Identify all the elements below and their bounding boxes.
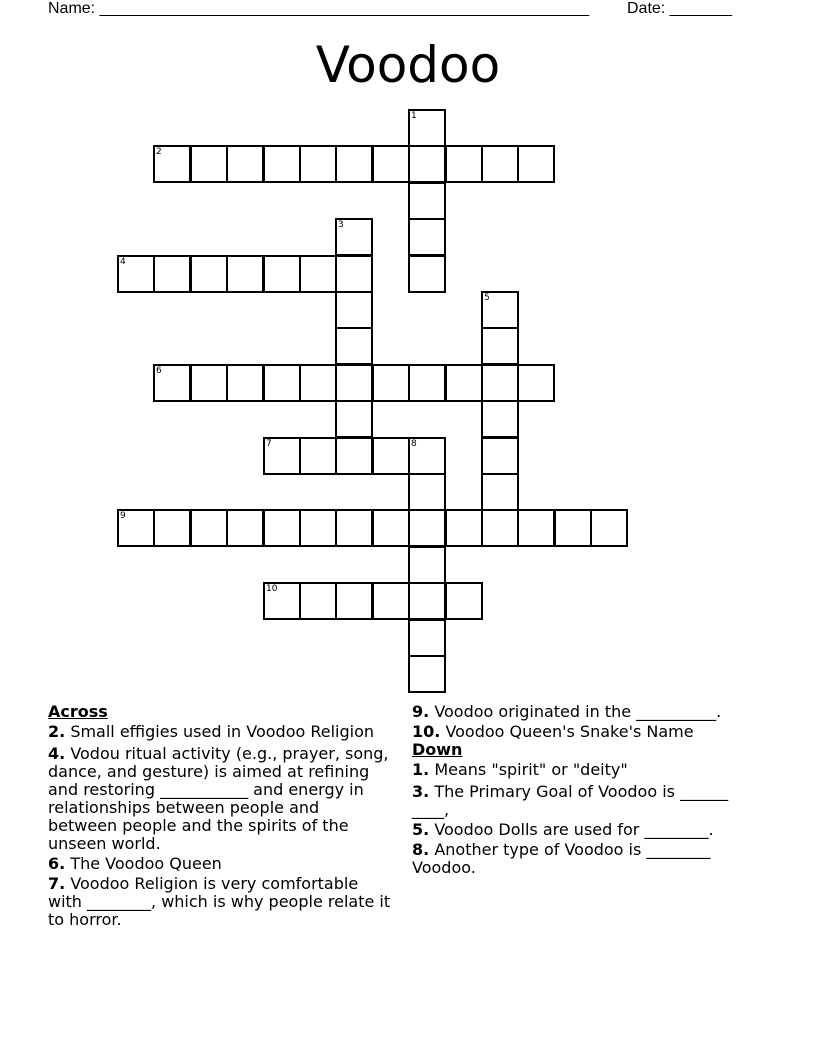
grid-cell[interactable] [445, 145, 483, 183]
clue-text: Voodoo Queen's Snake's Name [445, 722, 694, 741]
clue-number: 6. [48, 854, 66, 873]
clues-column-right [412, 703, 762, 877]
cell-number: 7 [266, 439, 272, 449]
grid-cell[interactable] [226, 145, 264, 183]
grid-cell[interactable] [517, 145, 555, 183]
grid-cell[interactable] [335, 255, 373, 293]
grid-cell[interactable] [335, 291, 373, 329]
grid-cell[interactable] [481, 509, 519, 547]
grid-cell[interactable] [481, 437, 519, 475]
grid-cell[interactable] [408, 437, 446, 475]
down-clue [412, 821, 762, 839]
grid-cell[interactable] [408, 364, 446, 402]
grid-cell[interactable] [408, 655, 446, 693]
across-clue [48, 723, 393, 741]
clues-column-left [48, 703, 393, 929]
across-clue [412, 723, 762, 741]
clue-number: 2. [48, 722, 66, 741]
clue-number: 5. [412, 820, 430, 839]
cell-number: 8 [411, 439, 417, 449]
grid-cell[interactable] [190, 364, 228, 402]
grid-cell[interactable] [408, 473, 446, 511]
grid-cell[interactable] [481, 327, 519, 365]
clue-number: 8. [412, 840, 430, 859]
down-clue [412, 841, 762, 877]
grid-cell[interactable] [226, 255, 264, 293]
grid-cell[interactable] [372, 364, 410, 402]
grid-cell[interactable] [481, 291, 519, 329]
grid-cell[interactable] [153, 255, 191, 293]
grid-cell[interactable] [299, 582, 337, 620]
grid-cell[interactable] [153, 509, 191, 547]
cell-number: 6 [156, 366, 162, 376]
clue-number: 7. [48, 874, 66, 893]
grid-cell[interactable] [408, 182, 446, 220]
grid-cell[interactable] [299, 145, 337, 183]
grid-cell[interactable] [335, 218, 373, 256]
across-clue [48, 855, 393, 873]
clue-text: Small effigies used in Voodoo Religion [70, 722, 375, 741]
grid-cell[interactable] [408, 218, 446, 256]
down-clue [412, 783, 762, 819]
grid-cell[interactable] [263, 364, 301, 402]
clue-number: 4. [48, 744, 66, 763]
grid-cell[interactable] [190, 255, 228, 293]
across-clue [48, 745, 393, 853]
puzzle-title: Voodoo [315, 36, 501, 94]
grid-cell[interactable] [445, 509, 483, 547]
grid-cell[interactable] [299, 364, 337, 402]
cell-number: 3 [338, 220, 344, 230]
grid-cell[interactable] [153, 364, 191, 402]
grid-cell[interactable] [481, 145, 519, 183]
clue-number: 10. [412, 722, 441, 741]
grid-cell[interactable] [263, 145, 301, 183]
grid-cell[interactable] [372, 582, 410, 620]
cell-number: 5 [484, 293, 490, 303]
grid-cell[interactable] [190, 145, 228, 183]
clue-text: Another type of Voodoo is ________ Voodoo. [412, 840, 711, 877]
clue-number: 1. [412, 760, 430, 779]
grid-cell[interactable] [408, 145, 446, 183]
grid-cell[interactable] [408, 546, 446, 584]
grid-cell[interactable] [117, 509, 155, 547]
cell-number: 4 [120, 257, 126, 267]
grid-cell[interactable] [226, 509, 264, 547]
grid-cell[interactable] [372, 509, 410, 547]
grid-cell[interactable] [408, 582, 446, 620]
grid-cell[interactable] [263, 582, 301, 620]
clue-text: The Primary Goal of Voodoo is ______ ____, [412, 782, 729, 819]
cell-number: 10 [266, 584, 278, 594]
grid-cell[interactable] [335, 437, 373, 475]
grid-cell[interactable] [335, 145, 373, 183]
grid-cell[interactable] [263, 255, 301, 293]
grid-cell[interactable] [263, 509, 301, 547]
clue-text: Voodoo Religion is very comfortable with ________, which is why people relate it to horror. [48, 874, 391, 929]
grid-cell[interactable] [153, 145, 191, 183]
cell-number: 2 [156, 147, 162, 157]
across-heading: Across [48, 702, 108, 721]
grid-cell[interactable] [335, 400, 373, 438]
clue-text: Vodou ritual activity (e.g., prayer, song, dance, and gesture) is aimed at refining and restoring ___________ and energy in relationships between people and between people and the spirits of the unseen world. [48, 744, 389, 853]
grid-cell[interactable] [190, 509, 228, 547]
clue-text: The Voodoo Queen [70, 854, 222, 873]
clue-text: Voodoo originated in the __________. [434, 702, 722, 721]
grid-cell[interactable] [299, 437, 337, 475]
cell-number: 9 [120, 511, 126, 521]
grid-cell[interactable] [408, 255, 446, 293]
across-clue [48, 875, 393, 929]
grid-cell[interactable] [517, 364, 555, 402]
clue-text: Voodoo Dolls are used for ________. [434, 820, 714, 839]
cell-number: 1 [411, 111, 417, 121]
grid-cell[interactable] [299, 255, 337, 293]
grid-cell[interactable] [408, 509, 446, 547]
grid-cell[interactable] [335, 509, 373, 547]
across-clue [412, 703, 762, 721]
grid-cell[interactable] [408, 109, 446, 147]
grid-cell[interactable] [226, 364, 264, 402]
grid-cell[interactable] [517, 509, 555, 547]
clue-number: 9. [412, 702, 430, 721]
grid-cell[interactable] [117, 255, 155, 293]
grid-cell[interactable] [554, 509, 592, 547]
down-heading: Down [412, 740, 463, 759]
grid-cell[interactable] [445, 364, 483, 402]
clue-number: 3. [412, 782, 430, 801]
grid-cell[interactable] [372, 145, 410, 183]
grid-cell[interactable] [335, 582, 373, 620]
grid-cell[interactable] [335, 327, 373, 365]
grid-cell[interactable] [408, 619, 446, 657]
grid-cell[interactable] [335, 364, 373, 402]
down-clue [412, 761, 762, 779]
grid-cell[interactable] [481, 473, 519, 511]
grid-cell[interactable] [481, 364, 519, 402]
grid-cell[interactable] [299, 509, 337, 547]
grid-cell[interactable] [372, 437, 410, 475]
name-field[interactable]: Name: _______________________________________________________ [48, 0, 589, 17]
grid-cell[interactable] [590, 509, 628, 547]
grid-cell[interactable] [263, 437, 301, 475]
clue-text: Means "spirit" or "deity" [434, 760, 628, 779]
grid-cell[interactable] [481, 400, 519, 438]
date-field[interactable]: Date: _______ [627, 0, 732, 17]
grid-cell[interactable] [445, 582, 483, 620]
